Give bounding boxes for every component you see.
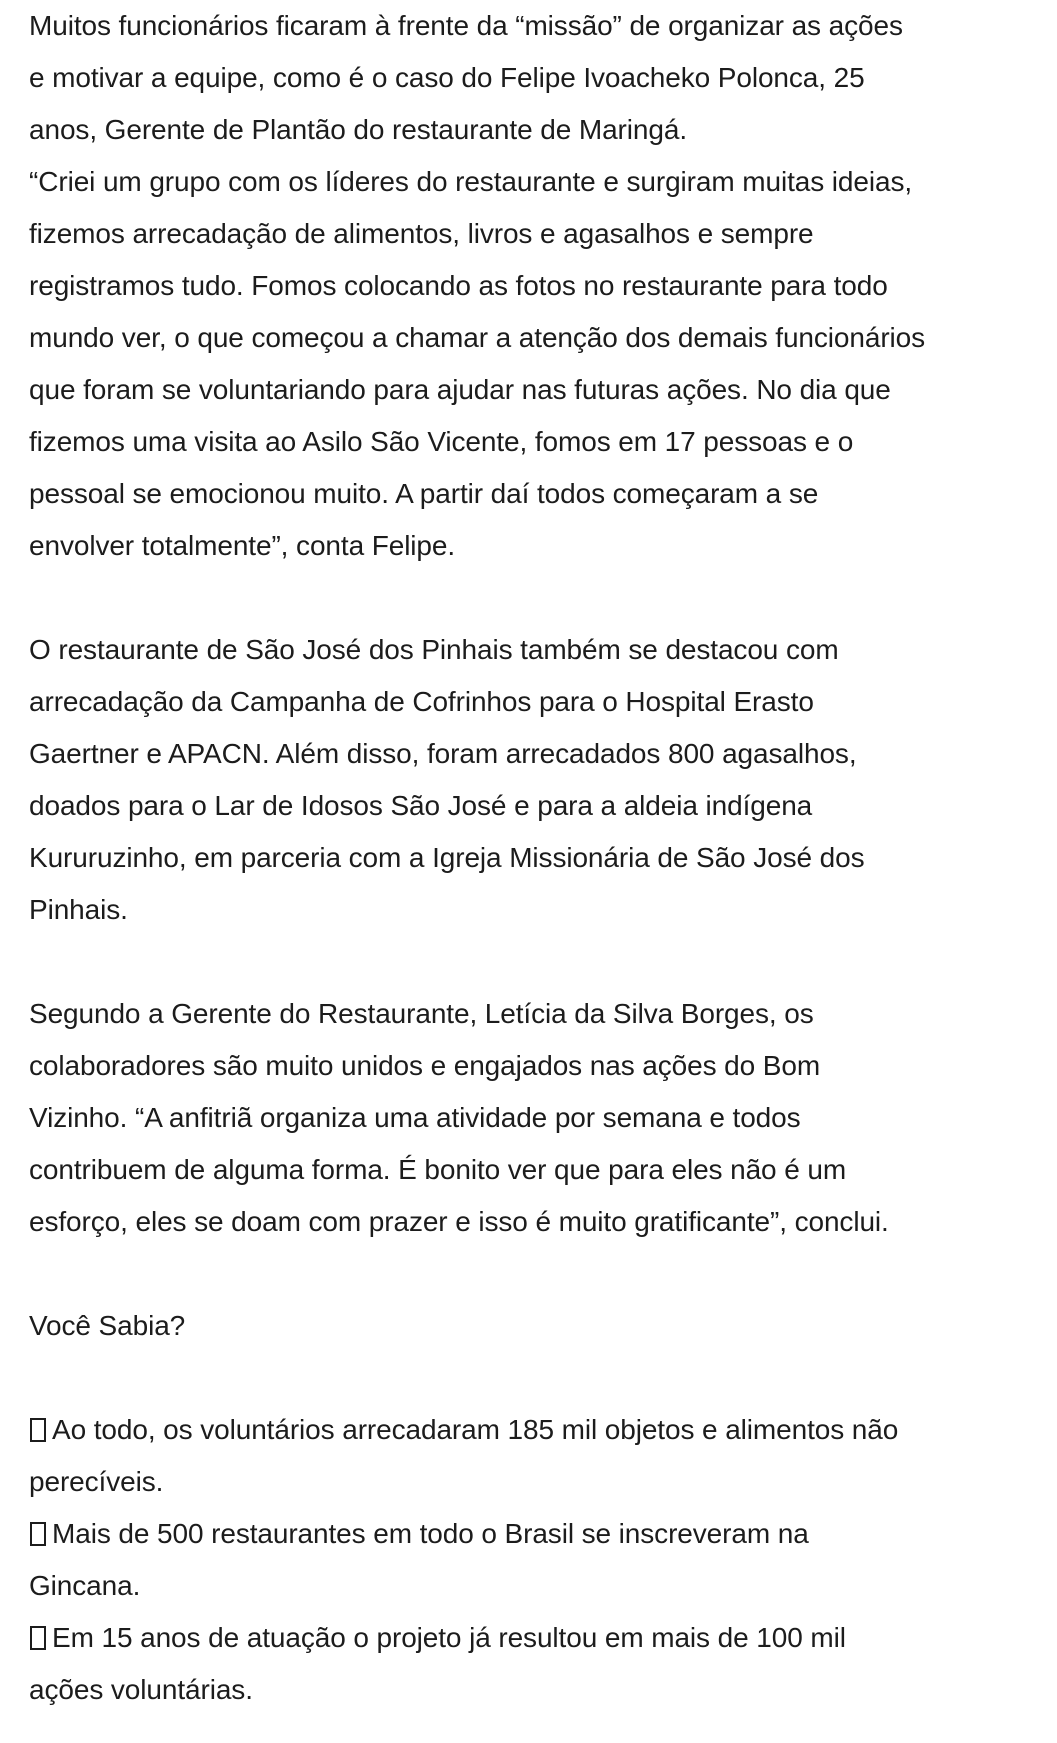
fact-text: Mais de 500 restaurantes em todo o Brasil se inscreveram na Gincana. <box>29 1518 809 1601</box>
fact-text: Em 15 anos de atuação o projeto já resultou em mais de 100 mil ações voluntárias. <box>29 1622 846 1705</box>
paragraph-spacer <box>29 1352 1029 1404</box>
fact-item <box>29 1508 1029 1612</box>
article-body <box>29 0 1029 1716</box>
missing-glyph-box-icon <box>30 1626 46 1650</box>
paragraph-leticia: Segundo a Gerente do Restaurante, Letícia da Silva Borges, os colaboradores são muito unidos e engajados nas ações do Bom Vizinho. “A anfitriã organiza uma atividade por semana e todos contribuem de alguma forma. É bonito ver que para eles não é um esforço, eles se doam com prazer e isso é muito gratificante”, conclui. <box>29 998 889 1237</box>
paragraph-intro: Muitos funcionários ficaram à frente da “missão” de organizar as ações e motivar a equipe, como é o caso do Felipe Ivoacheko Polonca, 25 anos, Gerente de Plantão do restaurante de Maringá. <box>29 10 903 145</box>
fact-item <box>29 1612 1029 1716</box>
paragraph-quote-felipe: “Criei um grupo com os líderes do restaurante e surgiram muitas ideias, fizemos arrecadação de alimentos, livros e agasalhos e sempre registramos tudo. Fomos colocando as fotos no restaurante para todo mundo ver, o que começou a chamar a atenção dos demais funcionários que foram se voluntariando para ajudar nas futuras ações. No dia que fizemos uma visita ao Asilo São Vicente, fomos em 17 pessoas e o pessoal se emocionou muito. A partir daí todos começaram a se envolver totalmente”, conta Felipe. <box>29 166 926 561</box>
facts-list <box>29 1404 1029 1716</box>
paragraph-spacer <box>29 936 1029 988</box>
missing-glyph-box-icon <box>30 1418 46 1442</box>
missing-glyph-box-icon <box>30 1522 46 1546</box>
paragraph-spacer <box>29 572 1029 624</box>
paragraph-sao-jose: O restaurante de São José dos Pinhais também se destacou com arrecadação da Campanha de Cofrinhos para o Hospital Erasto Gaertner e APACN. Além disso, foram arrecadados 800 agasalhos, doados para o Lar de Idosos São José e para a aldeia indígena Kururuzinho, em parceria com a Igreja Missionária de São José dos Pinhais. <box>29 634 865 925</box>
paragraph-spacer <box>29 1248 1029 1300</box>
fact-item <box>29 1404 1029 1508</box>
fact-text: Ao todo, os voluntários arrecadaram 185 mil objetos e alimentos não perecíveis. <box>29 1414 899 1497</box>
section-heading-voce-sabia: Você Sabia? <box>29 1310 186 1341</box>
